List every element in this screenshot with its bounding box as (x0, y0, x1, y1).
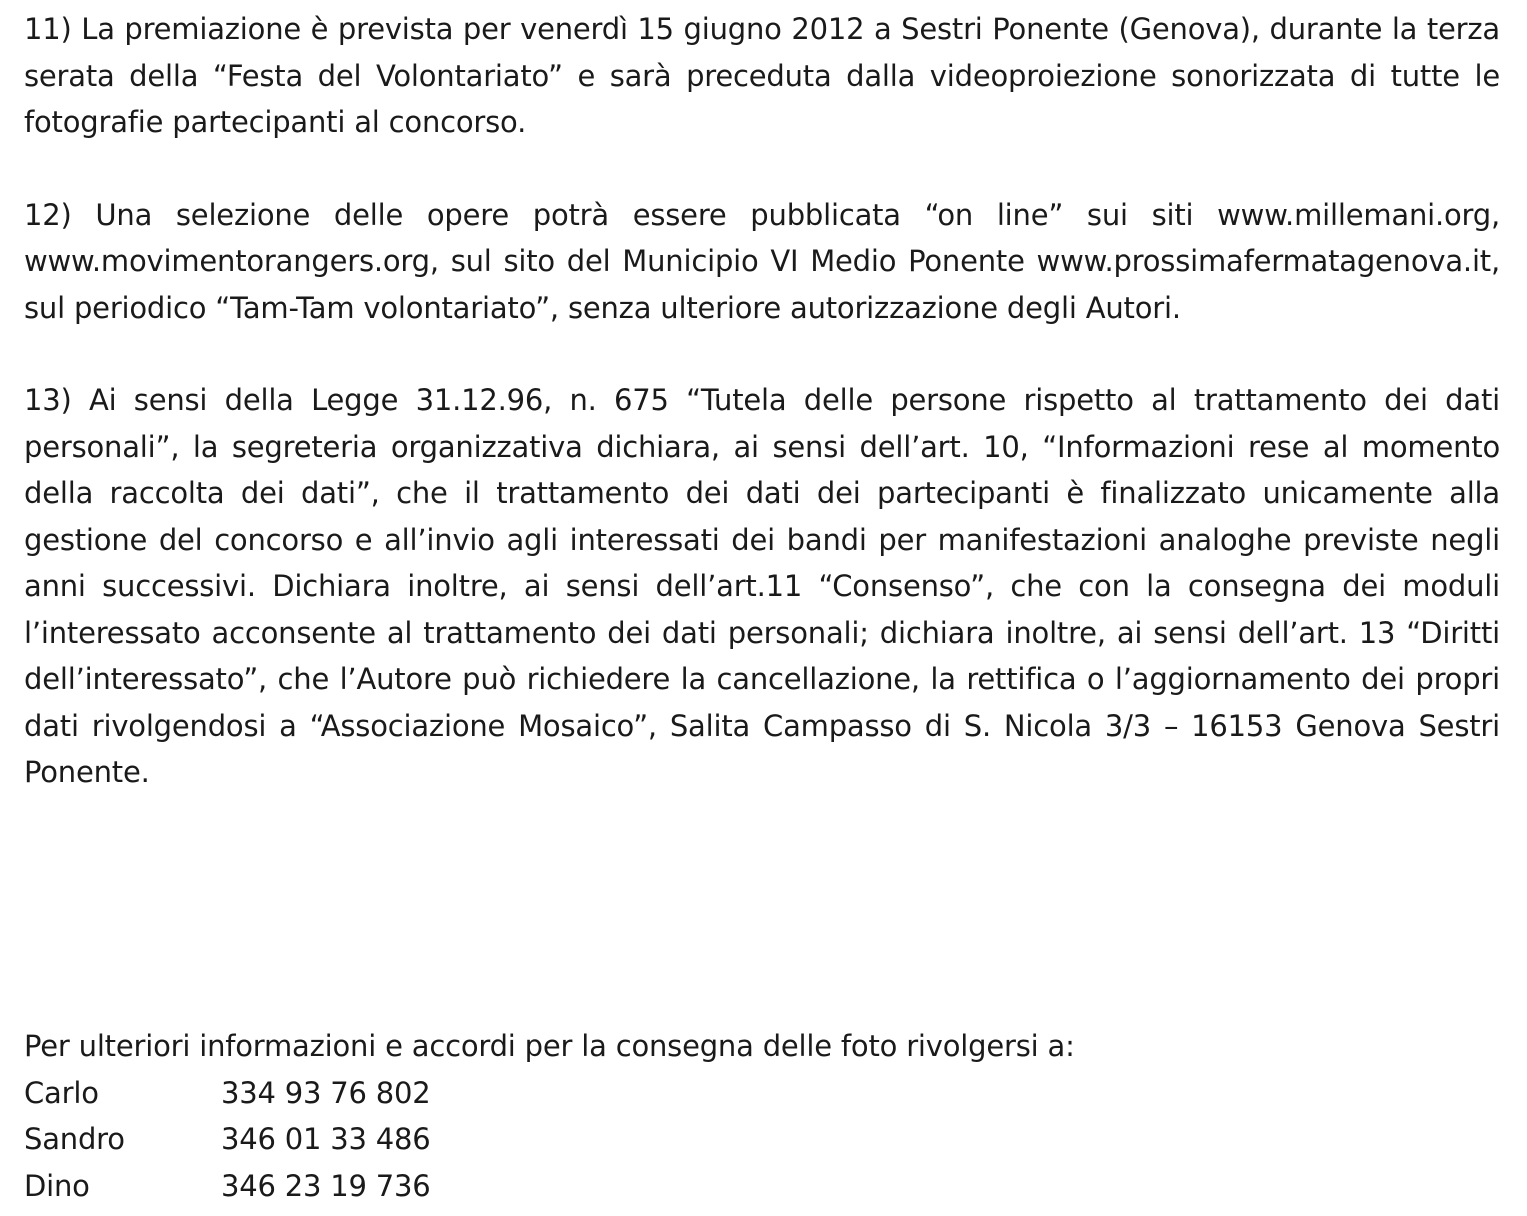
contact-name: Dino (24, 1168, 90, 1203)
contact-phone: 334 93 76 802 (221, 1075, 431, 1110)
contact-phone: 346 23 19 736 (221, 1168, 431, 1203)
paragraph-11-premiazione: 11) La premiazione è prevista per venerdì 15 giugno 2012 a Sestri Ponente (Genova), durante la terza serata della “Festa del Volontariato” e sarà preceduta dalla videoproiezione sonorizzata di tutte le fotografie partecipanti al concorso. (24, 12, 1500, 139)
contact-intro-text: Per ulteriori informazioni e accordi per la consegna delle foto rivolgersi a: (24, 1029, 1075, 1063)
contact-row-sandro (24, 1116, 1500, 1163)
paragraph-13-privacy: 13) Ai sensi della Legge 31.12.96, n. 675 “Tutela delle persone rispetto al trattamento dei dati personali”, la segreteria organizzativa dichiara, ai sensi dell’art. 10, “Informazioni rese al momento della raccolta dei dati”, che il trattamento dei dati dei partecipanti è finalizzato unicamente alla gestione del concorso e all’invio agli interessati dei bandi per manifestazioni analoghe previste negli anni successivi. Dichiara inoltre, ai sensi dell’art.11 “Consenso”, che con la consegna dei moduli l’interessato acconsente al trattamento dei dati personali; dichiara inoltre, ai sensi dell’art. 13 “Diritti dell’interessato”, che l’Autore può richiedere la cancellazione, la rettifica o l’aggiornamento dei propri dati rivolgendosi a “Associazione Mosaico”, Salita Campasso di S. Nicola 3/3 – 16153 Genova Sestri Ponente. (24, 383, 1500, 789)
contact-name: Carlo (24, 1075, 99, 1110)
contact-name: Sandro (24, 1122, 125, 1156)
paragraph-12-pubblicazione: 12) Una selezione delle opere potrà essere pubblicata “on line” sui siti www.millemani.org, www.movimentorangers.org, sul sito del Municipio VI Medio Ponente www.prossimafermatagenova.it, sul periodico “Tam-Tam volontariato”, senza ulteriore autorizzazione degli Autori. (24, 197, 1500, 325)
document-page (24, 6, 1500, 1203)
contact-row-dino (24, 1163, 1500, 1210)
contact-info-section (24, 1023, 1500, 1209)
contact-phone: 346 01 33 486 (221, 1122, 431, 1156)
contact-row-carlo (24, 1070, 1500, 1117)
